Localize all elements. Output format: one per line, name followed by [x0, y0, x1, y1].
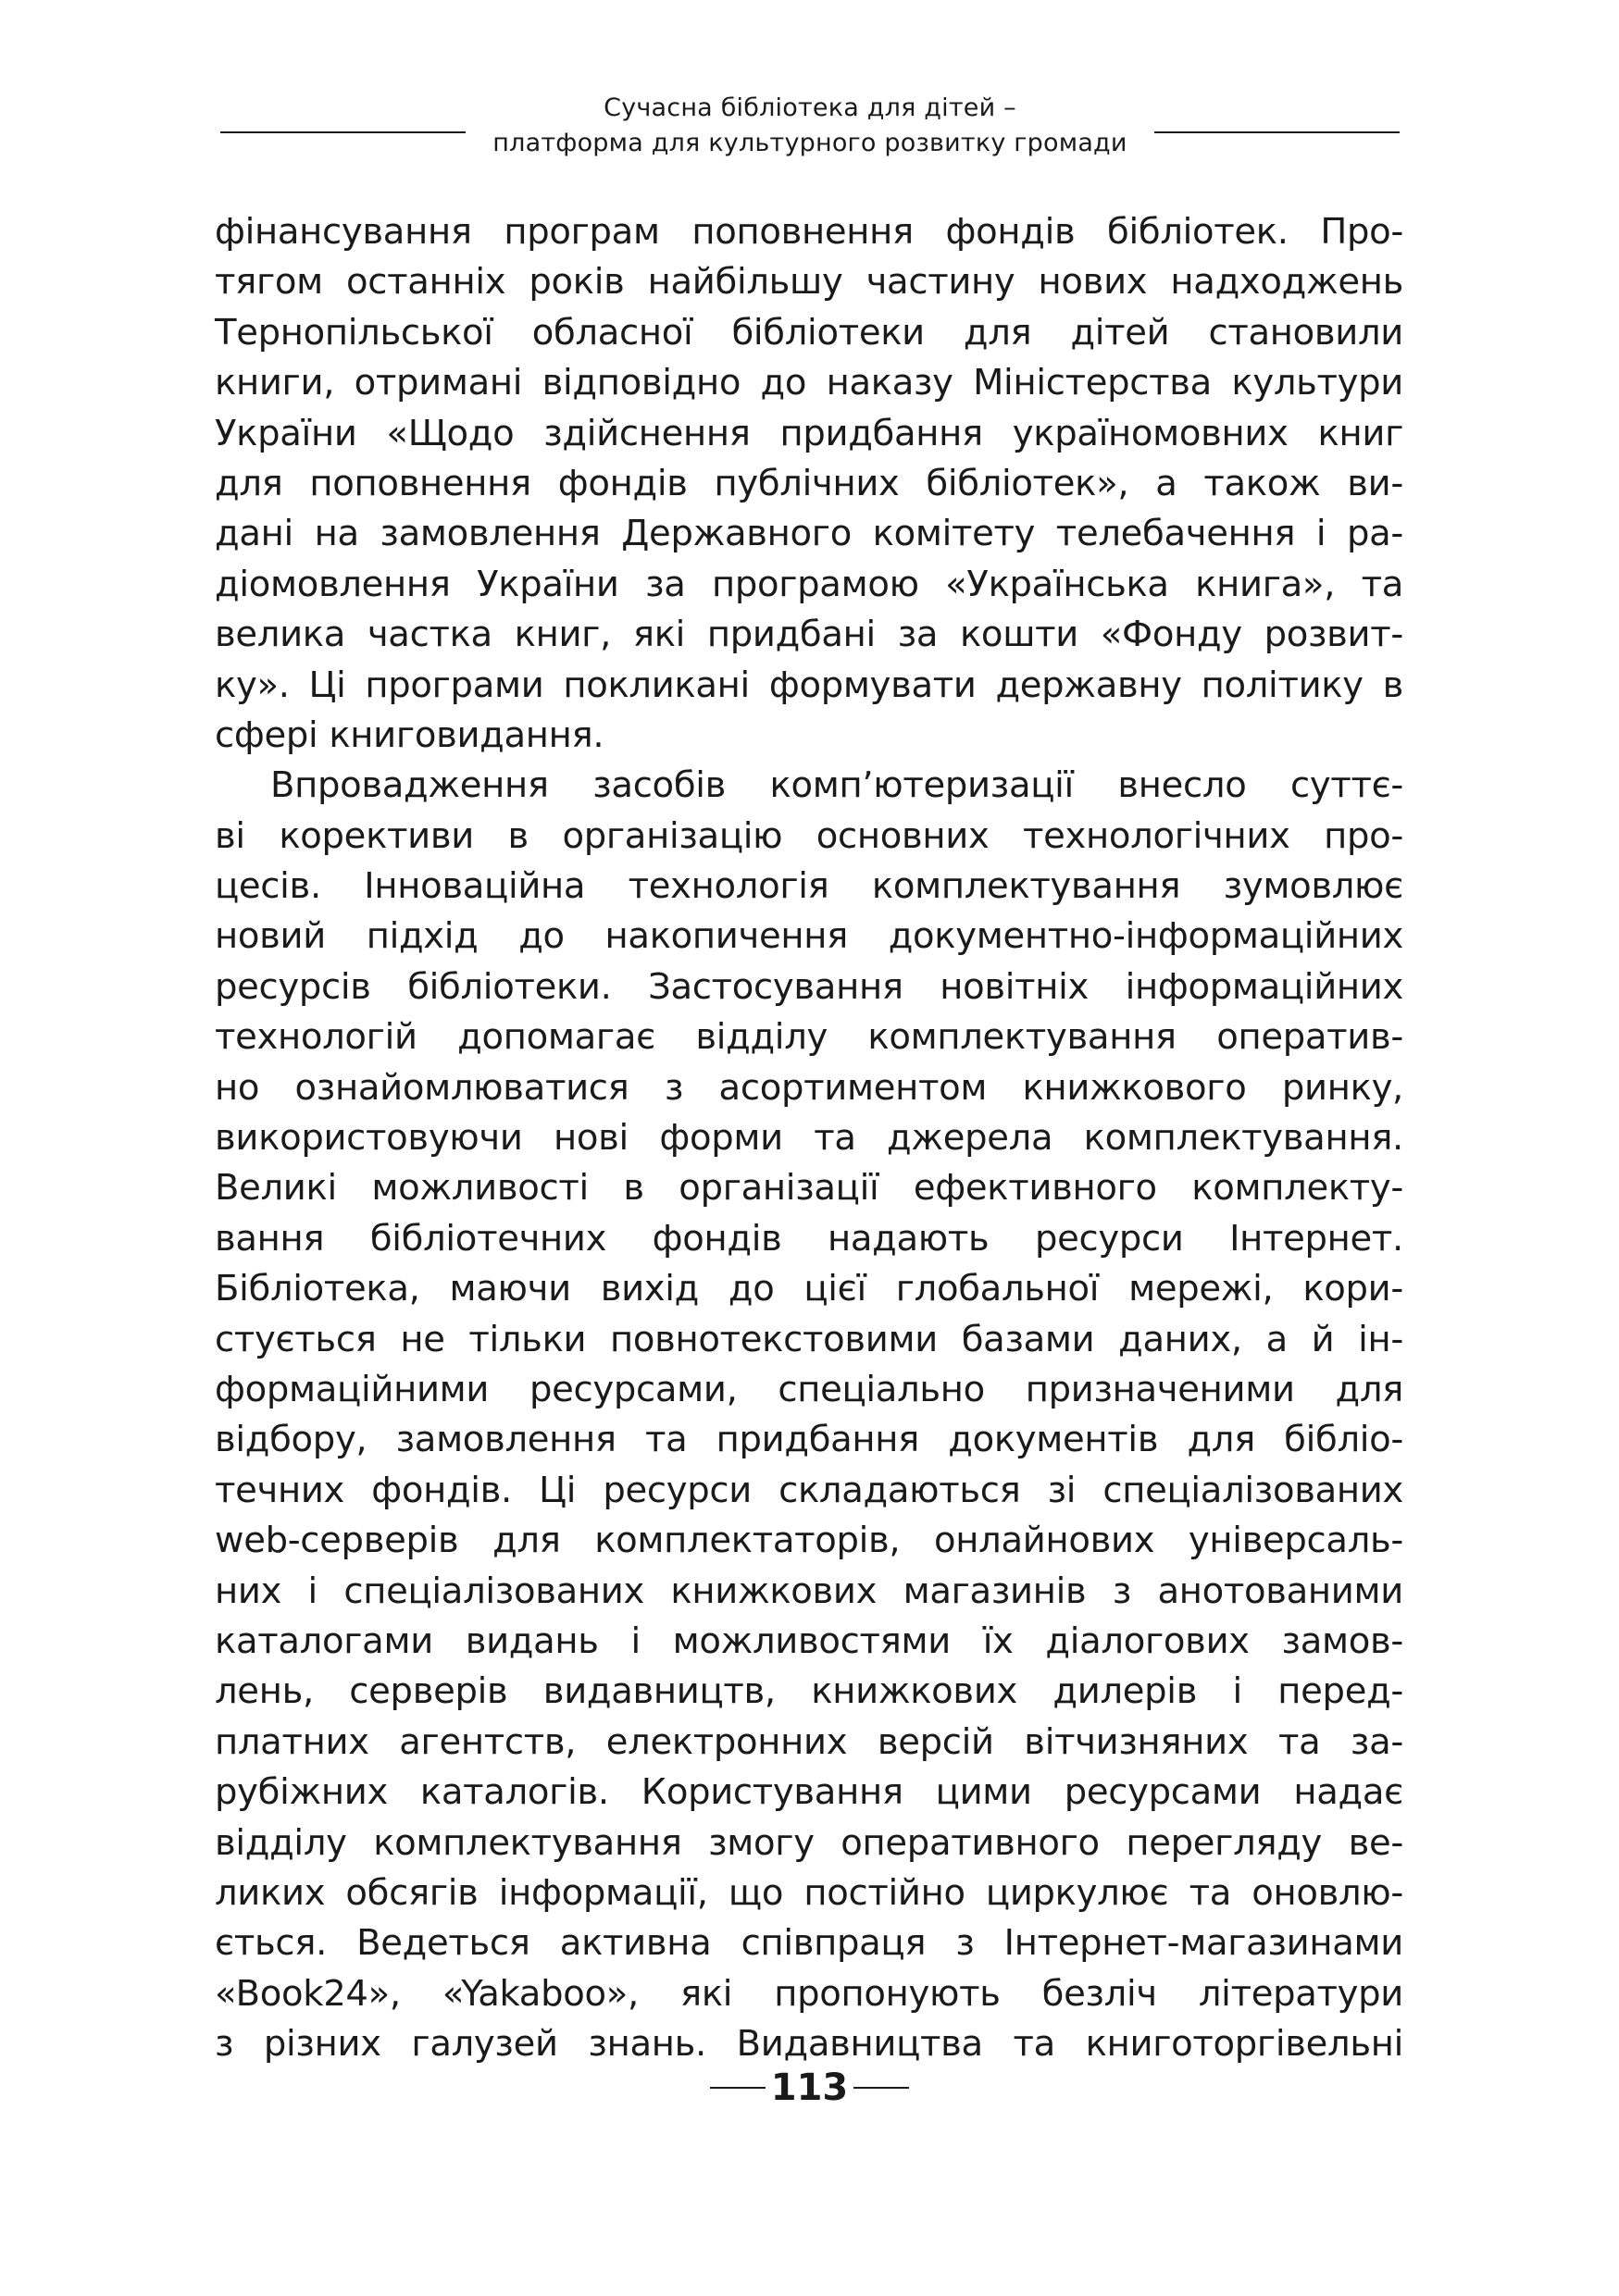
page-number-dash-left [710, 2087, 766, 2089]
text-line: платних агентств, електронних версій вітчизняних та за- [215, 1720, 1403, 1763]
running-head-line-1: Сучасна бібліотека для дітей – [604, 93, 1016, 122]
text-line: відбору, замовлення та придбання документів для бібліо- [215, 1419, 1403, 1461]
text-line: ві корективи в організацію основних технологічних про- [215, 814, 1403, 857]
text-line: ку». Ці програми покликані формувати державну політику в [215, 664, 1403, 706]
paragraph-first-line: Впровадження засобів комп’ютеризації внесло суттє- [270, 764, 1403, 807]
running-head [213, 91, 1407, 174]
text-line: web-серверів для комплектаторів, онлайнових універсаль- [215, 1520, 1403, 1562]
page-number-dash-right [853, 2087, 909, 2089]
text-line: Тернопільської обласної бібліотеки для дітей становили [215, 311, 1403, 354]
text-line: тягом останніх років найбільшу частину нових надходжень [215, 261, 1403, 304]
running-head-line-2: платформа для культурного розвитку громади [492, 129, 1127, 157]
page-number: 113 [770, 2066, 849, 2109]
text-line: Бібліотека, маючи вихід до цієї глобальної мережі, кори- [215, 1268, 1403, 1310]
text-line: України «Щодо здійснення придбання україномовних книг [215, 412, 1403, 454]
text-line: технологій допомагає відділу комплектування оператив- [215, 1016, 1403, 1059]
text-line: фінансування програм поповнення фондів бібліотек. Про- [215, 211, 1403, 253]
body-text [215, 207, 1403, 2069]
text-line: стується не тільки повнотекстовими базами даних, а й ін- [215, 1318, 1403, 1360]
text-line: цесів. Інноваційна технологія комплектування зумовлює [215, 865, 1403, 908]
text-line: відділу комплектування змогу оперативного перегляду ве- [215, 1821, 1403, 1864]
text-line: з різних галузей знань. Видавництва та книготоргівельні [215, 2023, 1403, 2066]
text-line: каталогами видань і можливостями їх діалогових замов- [215, 1620, 1403, 1662]
text-line: рубіжних каталогів. Користування цими ресурсами надає [215, 1771, 1403, 1814]
text-line: ється. Ведеться активна співпраця з Інтернет-магазинами [215, 1922, 1403, 1965]
running-head-title [213, 91, 1407, 161]
page-footer [0, 2060, 1619, 2116]
text-line: використовуючи нові форми та джерела комплектування. [215, 1117, 1403, 1160]
text-line: но ознайомлюватися з асортиментом книжкового ринку, [215, 1066, 1403, 1109]
text-line: лень, серверів видавництв, книжкових дилерів і перед- [215, 1670, 1403, 1713]
text-line: сфері книговидання. [215, 714, 604, 756]
text-line: Великі можливості в організації ефективного комплекту- [215, 1167, 1403, 1210]
text-line: формаційними ресурсами, спеціально призначеними для [215, 1368, 1403, 1410]
text-line: «Book24», «Yakaboo», які пропонують безліч літератури [215, 1972, 1403, 2015]
text-line: ликих обсягів інформації, що постійно циркулює та оновлю- [215, 1871, 1403, 1914]
text-line: вання бібліотечних фондів надають ресурси Інтернет. [215, 1217, 1403, 1260]
text-line: для поповнення фондів публічних бібліотек», а також ви- [215, 462, 1403, 504]
text-line: книги, отримані відповідно до наказу Міністерства культури [215, 362, 1403, 404]
text-line: них і спеціалізованих книжкових магазинів з анотованими [215, 1570, 1403, 1612]
text-line: ресурсів бібліотеки. Застосування новітніх інформаційних [215, 965, 1403, 1008]
text-line: новий підхід до накопичення документно-інформаційних [215, 915, 1403, 958]
text-line: течних фондів. Ці ресурси складаються зі спеціалізованих [215, 1469, 1403, 1511]
text-line: діомовлення України за програмою «Українська книга», та [215, 563, 1403, 605]
page-number-group [710, 2060, 910, 2116]
text-line: велика частка книг, які придбані за кошти «Фонду розвит- [215, 614, 1403, 656]
text-line: дані на замовлення Державного комітету телебачення і ра- [215, 513, 1403, 555]
